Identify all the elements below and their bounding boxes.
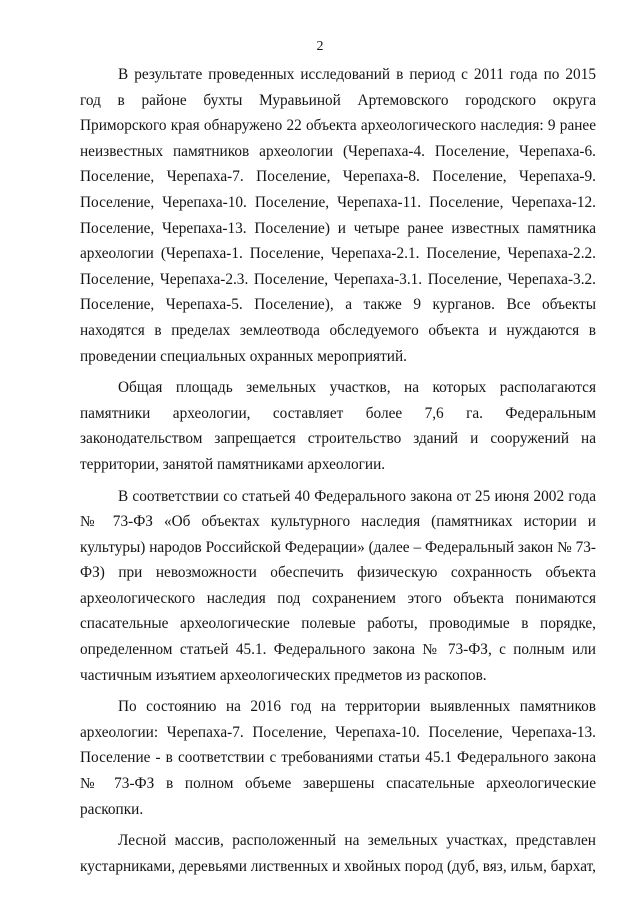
document-body xyxy=(80,62,596,885)
page-number: 2 xyxy=(316,39,324,54)
paragraph-federal-law: В соответствии со статьей 40 Федерального закона от 25 июня 2002 года № 73-ФЗ «Об объектах культурного наследия (памятниках истории и культуры) народов Российской Федерации» (далее – Федеральный закон № 73-ФЗ) при невозможности обеспечить физическую сохранность объекта археологического наследия под сохранением этого объекта понимаются спасательные археологические полевые работы, проводимые в порядке, определенном статьей 45.1. Федерального закона № 73-ФЗ, с полным или частичным изъятием археологических предметов из раскопов. xyxy=(80,487,596,684)
paragraph-excavation-status: По состоянию на 2016 год на территории выявленных памятников археологии: Черепаха-7. Поселение, Черепаха-10. Поселение, Черепаха-13. Поселение - в соответствии с требованиями статьи 45.1 Федерального закона № 73-ФЗ в полном объеме завершены спасательные археологические раскопки. xyxy=(80,698,596,818)
paragraph-survey-results: В результате проведенных исследований в период с 2011 года по 2015 год в районе бухты Муравьиной Артемовского городского округа Приморского края обнаружено 22 объекта археологического наследия: 9 ранее неизвестных памятников археологии (Черепаха-4. Поселение, Черепаха-6. Поселение, Черепаха-7. Поселение, Черепаха-8. Поселение, Черепаха-9. Поселение, Черепаха-10. Поселение, Черепаха-11. Поселение, Черепаха-12. Поселение, Черепаха-13. Поселение) и четыре ранее известных памятника археологии (Черепаха-1. Поселение, Черепаха-2.1. Поселение, Черепаха-2.2. Поселение, Черепаха-2.3. Поселение, Черепаха-3.1. Поселение, Черепаха-3.2. Поселение, Черепаха-5. Поселение), а также 9 курганов. Все объекты находятся в пределах землеотвода обследуемого объекта и нуждаются в проведении специальных охранных мероприятий. xyxy=(80,66,596,365)
paragraph-total-area: Общая площадь земельных участков, на которых располагаются памятники археологии, составляет более 7,6 га. Федеральным законодательством запрещается строительство зданий и сооружений на территории, занятой памятниками археологии. xyxy=(80,379,596,473)
paragraph-forest: Лесной массив, расположенный на земельных участках, представлен кустарниками, деревьями лиственных и хвойных пород (дуб, вяз, ильм, бархат, xyxy=(80,832,597,875)
